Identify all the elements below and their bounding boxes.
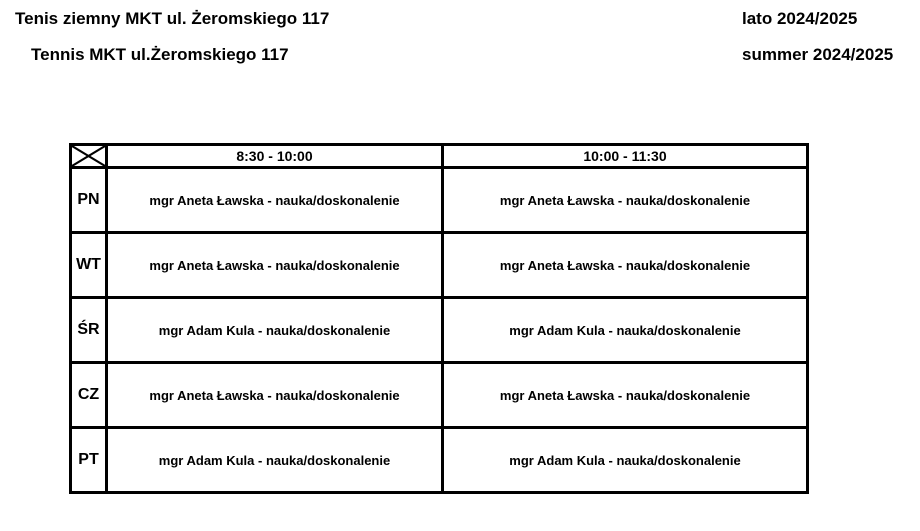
schedule-cell: mgr Adam Kula - nauka/doskonalenie — [443, 428, 808, 493]
table-row — [71, 363, 808, 428]
page-subtitle: Tennis MKT ul.Żeromskiego 117 — [31, 45, 289, 64]
crossed-box-icon — [72, 146, 105, 166]
schedule-table — [69, 143, 809, 494]
day-label: PN — [71, 168, 107, 233]
schedule-cell: mgr Aneta Ławska - nauka/doskonalenie — [443, 363, 808, 428]
day-label: WT — [71, 233, 107, 298]
schedule-cell: mgr Aneta Ławska - nauka/doskonalenie — [443, 233, 808, 298]
day-label: PT — [71, 428, 107, 493]
season-label-english: summer 2024/2025 — [742, 45, 894, 64]
schedule-cell: mgr Adam Kula - nauka/doskonalenie — [443, 298, 808, 363]
table-row — [71, 428, 808, 493]
time-slot-header: 8:30 - 10:00 — [107, 145, 443, 168]
schedule-cell: mgr Aneta Ławska - nauka/doskonalenie — [107, 168, 443, 233]
page-title: Tenis ziemny MKT ul. Żeromskiego 117 — [15, 9, 330, 28]
schedule-cell: mgr Adam Kula - nauka/doskonalenie — [107, 428, 443, 493]
table-row — [71, 233, 808, 298]
schedule-cell: mgr Adam Kula - nauka/doskonalenie — [107, 298, 443, 363]
schedule-cell: mgr Aneta Ławska - nauka/doskonalenie — [107, 233, 443, 298]
season-label: lato 2024/2025 — [742, 9, 858, 28]
day-label: ŚR — [71, 298, 107, 363]
table-row — [71, 168, 808, 233]
schedule-header-row — [71, 145, 808, 168]
schedule-cell: mgr Aneta Ławska - nauka/doskonalenie — [443, 168, 808, 233]
schedule-cell: mgr Aneta Ławska - nauka/doskonalenie — [107, 363, 443, 428]
time-slot-header: 10:00 - 11:30 — [443, 145, 808, 168]
corner-cell — [71, 145, 107, 168]
day-label: CZ — [71, 363, 107, 428]
table-row — [71, 298, 808, 363]
